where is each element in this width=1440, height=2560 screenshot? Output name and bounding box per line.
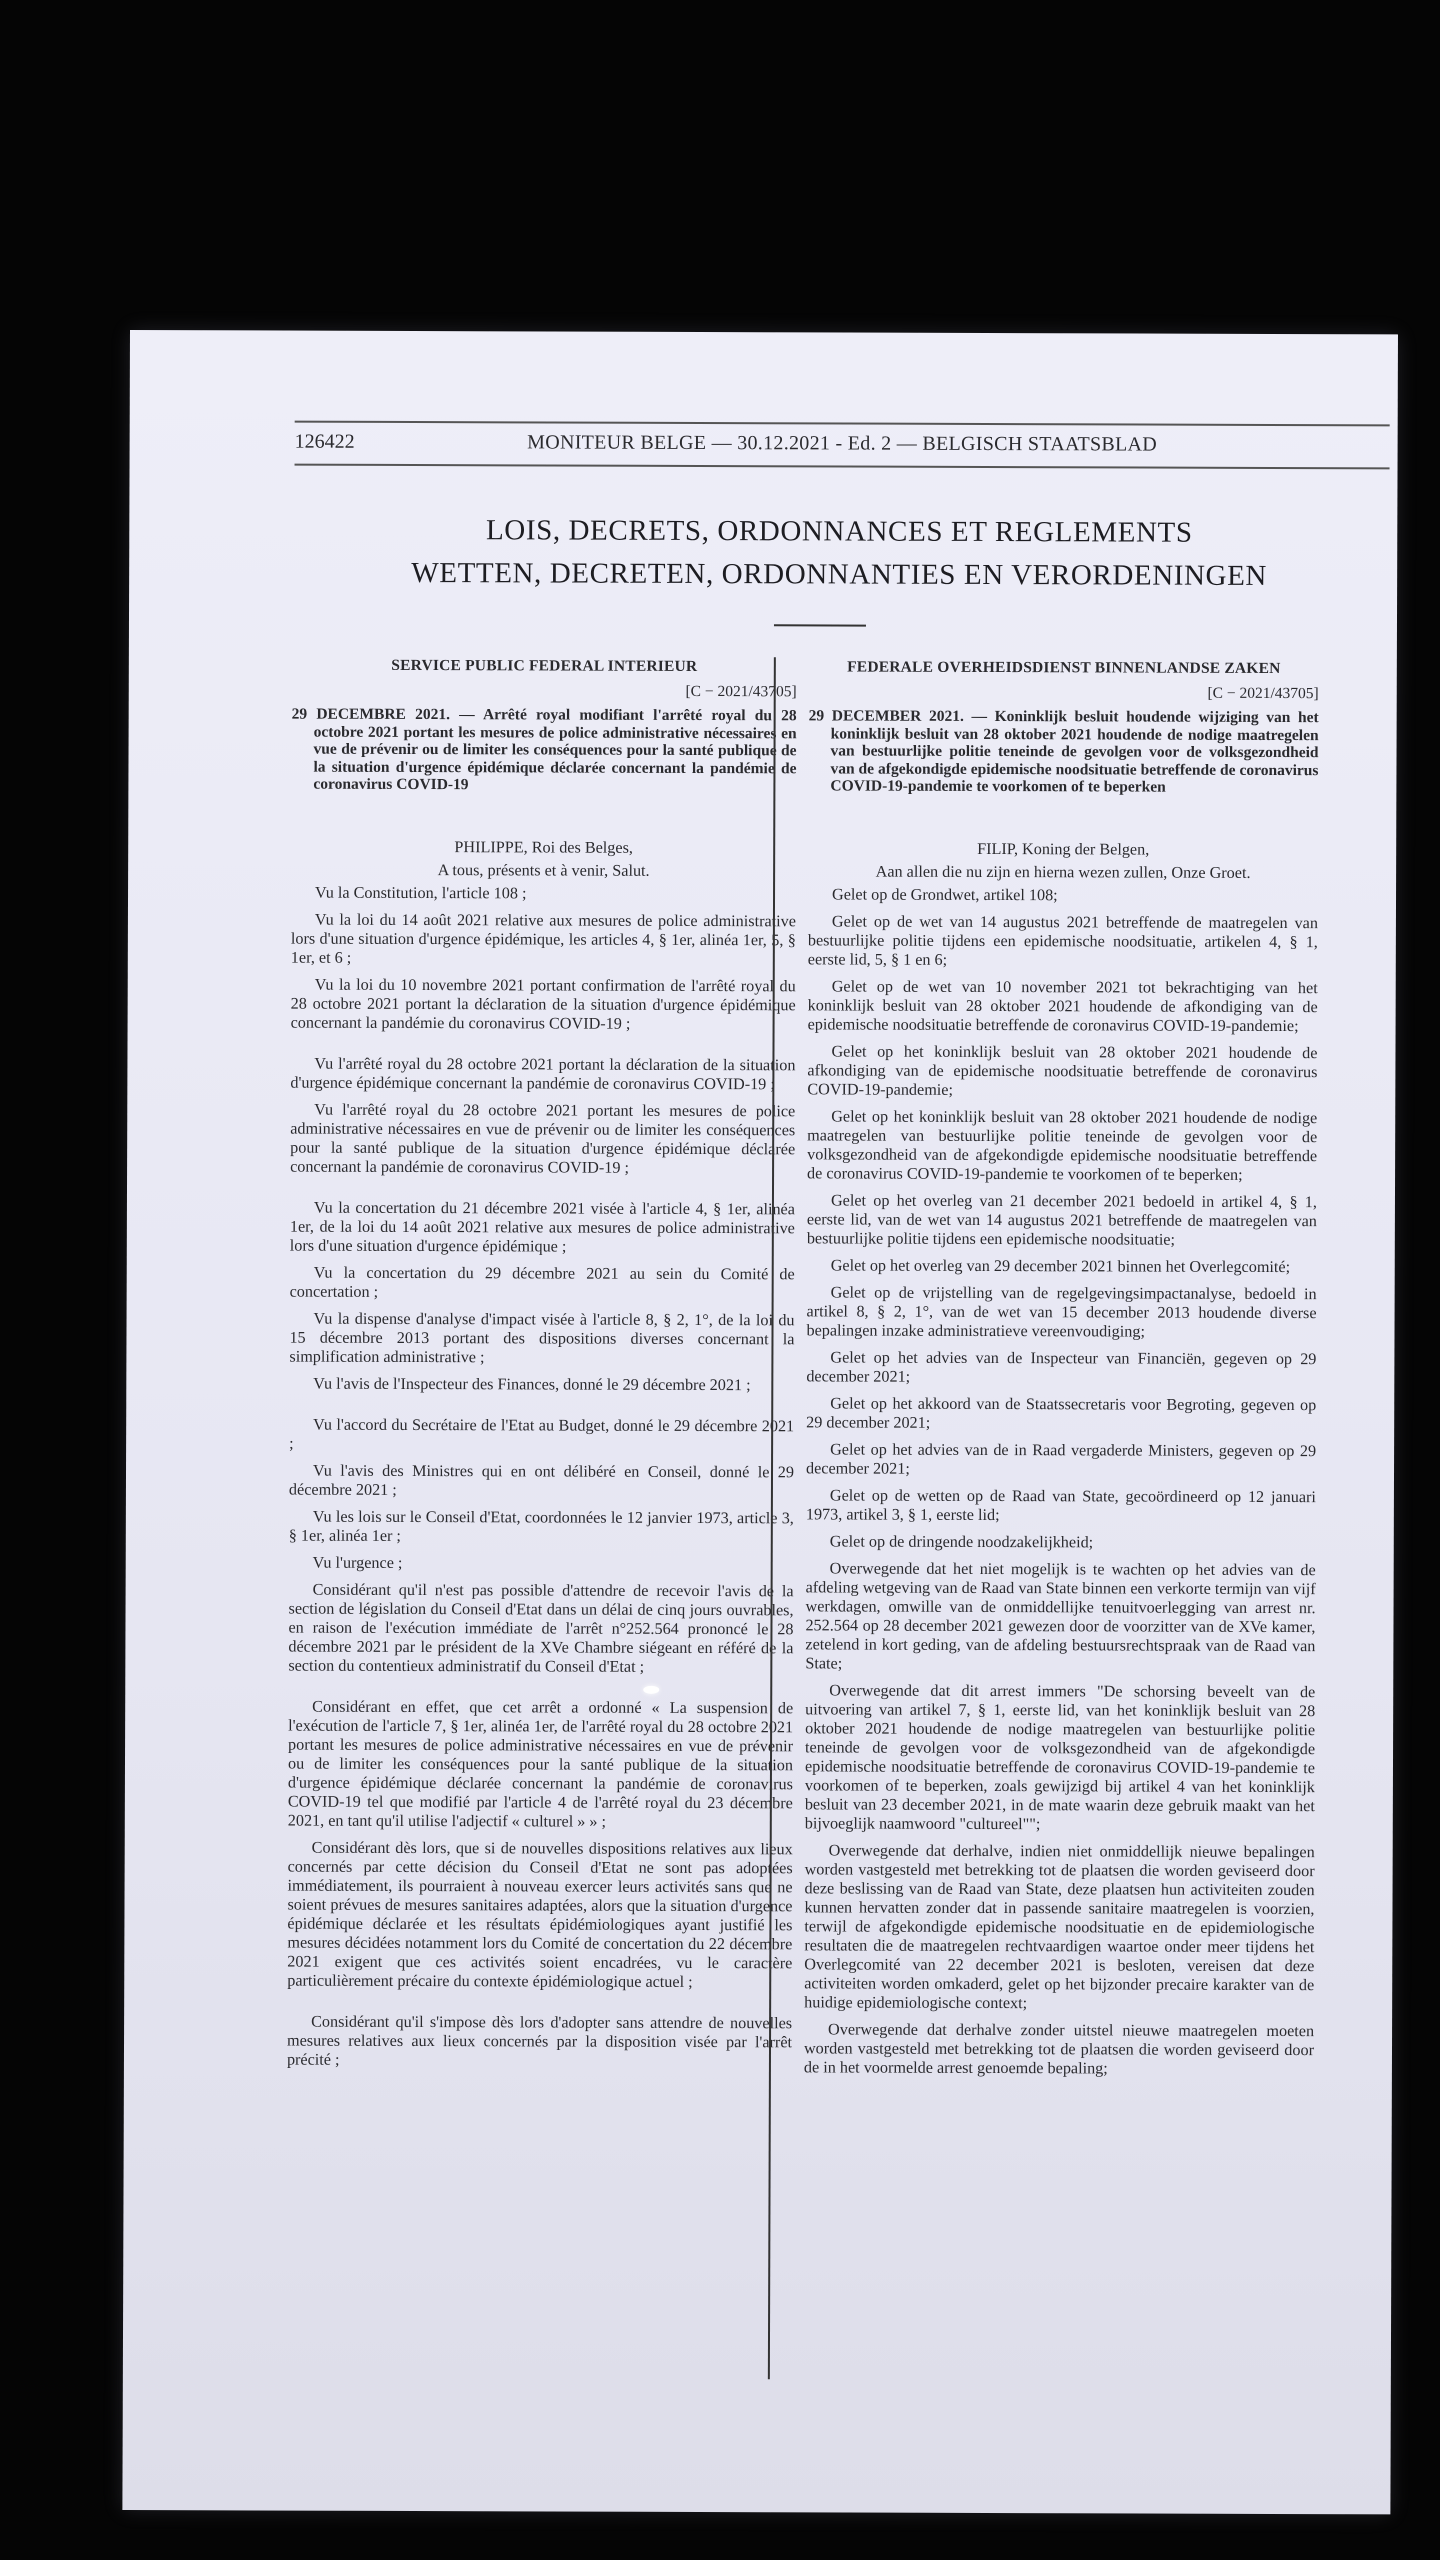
dutch-paragraph: Gelet op de vrijstelling van de regelgevingsimpactanalyse, bedoeld in artikel 8, § 2, 1°, van de wet van 15 december 2013 houdende diverse bepalingen inzake administratieve vereenvoudiging; bbox=[806, 1282, 1317, 1341]
french-paragraph: Considérant qu'il s'impose dès lors d'adopter sans attendre de nouvelles mesures relatives aux lieux concernés par la disposition visée par l'arrêt précité ; bbox=[286, 2012, 793, 2069]
french-paragraph: Considérant en effet, que cet arrêt a ordonné « La suspension de l'exécution de l'article 7, § 1er, alinéa 1er, de l'arrêté royal du 28 octobre 2021 portant les mesures de police administrative nécessaires en vue de prévenir ou de limiter les conséquences pour la santé publique de la situation d'urgence épidémique déclarée concernant la pandémie de coronavirus COVID-19 tel que modifié par l'article 4 de l'arrêté royal du 23 décembre 2021, en tant qu'il utilise l'adjectif « culturel » » ; bbox=[287, 1697, 794, 1831]
masthead: MONITEUR BELGE — 30.12.2021 - Ed. 2 — BELGISCH STAATSBLAD bbox=[527, 431, 1158, 456]
dutch-paragraph: Gelet op de wet van 14 augustus 2021 betreffende de maatregelen van bestuurlijke politie tijdens een epidemische noodsituatie, artikelen 4, § 1, eerste lid, 5, § 1 en 6; bbox=[807, 911, 1318, 969]
gazette-page bbox=[122, 330, 1398, 2514]
dutch-paragraph: Gelet op de wetten op de Raad van State, gecoördineerd op 12 januari 1973, artikel 3, § 1, eerste lid; bbox=[805, 1485, 1316, 1524]
page-number: 126422 bbox=[294, 430, 355, 453]
running-header bbox=[295, 421, 1390, 470]
french-department: SERVICE PUBLIC FEDERAL INTERIEUR bbox=[391, 656, 698, 675]
dutch-decree-title: 29 DECEMBER 2021. — Koninklijk besluit houdende wijziging van het koninklijk besluit van 28 oktober 2021 houdende de nodige maatregelen van bestuurlijke politie teneinde de gevolgen voor de volksgezondheid van de afgekondigde epidemische noodsituatie betreffende de coronavirus COVID-19-pandemie te voorkomen of te beperken bbox=[808, 707, 1319, 796]
french-paragraph: Vu la loi du 10 novembre 2021 portant confirmation de l'arrêté royal du 28 octobre 2021 portant la déclaration de la situation d'urgence épidémique concernant la pandémie du coronavirus COVID-19 ; bbox=[290, 975, 796, 1033]
french-paragraph: Vu l'arrêté royal du 28 octobre 2021 portant les mesures de police administrative nécessaires en vue de prévenir ou de limiter les conséquences pour la santé publique de la situation d'urgence épidémique déclarée concernant la pandémie de coronavirus COVID-19 ; bbox=[290, 1100, 796, 1177]
french-paragraph: Vu la Constitution, l'article 108 ; bbox=[315, 883, 527, 902]
dutch-greeting: Aan allen die nu zijn en hierna wezen zullen, Onze Groet. bbox=[875, 862, 1251, 882]
dutch-paragraph: Gelet op de dringende noodzakelijkheid; bbox=[829, 1531, 1094, 1551]
french-paragraph: Vu la concertation du 21 décembre 2021 visée à l'article 4, § 1er, alinéa 1er, de la loi du 14 août 2021 relative aux mesures de police administrative lors d'une situation d'urgence épidémique ; bbox=[289, 1198, 795, 1256]
dutch-paragraph: Overwegende dat derhalve zonder uitstel nieuwe maatregelen moeten worden vastgesteld met betrekking tot de plaatsen die worden geviseerd door de in het voormelde arrest genoemde bepaling; bbox=[803, 2019, 1315, 2077]
french-reference: [C − 2021/43705] bbox=[685, 682, 797, 701]
dutch-paragraph: Gelet op het advies van de Inspecteur van Financiën, gegeven op 29 december 2021; bbox=[806, 1347, 1317, 1386]
french-paragraph: Vu la concertation du 29 décembre 2021 au sein du Comité de concertation ; bbox=[289, 1263, 795, 1301]
french-king: PHILIPPE, Roi des Belges, bbox=[454, 837, 633, 857]
dutch-paragraph: Gelet op de Grondwet, artikel 108; bbox=[832, 884, 1058, 904]
french-greeting: A tous, présents et à venir, Salut. bbox=[437, 860, 650, 880]
dutch-paragraph: Gelet op het koninklijk besluit van 28 oktober 2021 houdende de nodige maatregelen van bestuurlijke politie teneinde de gevolgen voor de volksgezondheid van de afgekondigde epidemische noodsituatie betreffende de coronavirus COVID-19-pandemie te voorkomen of te beperken; bbox=[807, 1106, 1318, 1184]
dutch-paragraph: Gelet op het overleg van 21 december 2021 bedoeld in artikel 4, § 1, eerste lid, van de wet van 14 augustus 2021 betreffende de maatregelen van bestuurlijke politie tijdens een epidemische noodsituatie; bbox=[806, 1190, 1317, 1249]
light-glare bbox=[643, 1686, 659, 1694]
french-paragraph: Vu l'urgence ; bbox=[312, 1553, 403, 1572]
french-column bbox=[287, 656, 797, 2079]
dutch-paragraph: Gelet op het koninklijk besluit van 28 oktober 2021 houdende de afkondiging van de epidemische noodsituatie betreffende de coronavirus COVID-19-pandemie; bbox=[807, 1041, 1318, 1099]
dutch-reference: [C − 2021/43705] bbox=[1207, 684, 1319, 703]
dutch-department: FEDERALE OVERHEIDSDIENST BINNENLANDSE ZAKEN bbox=[847, 658, 1281, 678]
dutch-paragraph: Gelet op het advies van de in Raad vergaderde Ministers, gegeven op 29 december 2021; bbox=[806, 1439, 1317, 1478]
dutch-paragraph: Gelet op het akkoord van de Staatssecretaris voor Begroting, gegeven op 29 december 2021; bbox=[806, 1393, 1317, 1432]
section-title bbox=[289, 509, 1389, 599]
dutch-paragraph: Gelet op de wet van 10 november 2021 tot bekrachtiging van het koninklijk besluit van 28 oktober 2021 houdende de afkondiging van de epidemische noodsituatie betreffende de coronavirus COVID-19-pandemie; bbox=[807, 976, 1318, 1035]
dutch-paragraph: Gelet op het overleg van 29 december 2021 binnen het Overlegcomité; bbox=[830, 1255, 1291, 1276]
french-paragraph: Considérant dès lors, que si de nouvelles dispositions relatives aux lieux concernés par cette décision du Conseil d'Etat ne sont pas adoptées immédiatement, ils pourraient à nouveau exercer leurs activités sans que ne soient prévues de mesures sanitaires adaptées, alors que la situation d'urgence épidémique déclarée et les résultats épidémiologiques ayant justifié les mesures décidées notamment lors du Comité de concertation du 22 décembre 2021 exigent que ces activités soient encadrées, vu le caractère particulièrement précaire du contexte épidémiologique actuel ; bbox=[287, 1838, 793, 1991]
title-rule bbox=[774, 624, 866, 626]
dutch-paragraph: Overwegende dat dit arrest immers "De schorsing beveelt van de uitvoering van artikel 7, § 1, eerste lid, van het koninklijk besluit van 28 oktober 2021 houdende de nodige maatregelen van bestuurlijke politie teneinde de gevolgen voor de volksgezondheid van de afgekondigde epidemische noodsituatie betreffende de coronavirus COVID-19-pandemie te voorkomen of te beperken, zoals gewijzigd bij artikel 4 van het koninklijk besluit van 23 december 2021, in de mate waarin deze gebruik maakt van het bijvoeglijk naamwoord "cultureel""; bbox=[804, 1680, 1316, 1833]
french-decree-title: 29 DECEMBRE 2021. — Arrêté royal modifiant l'arrêté royal du 28 octobre 2021 portant les mesures de police administrative nécessaires en vue de prévenir ou de limiter les conséquences pour la santé publique de la situation d'urgence épidémique déclarée concernant la pandémie de coronavirus COVID-19 bbox=[291, 705, 797, 794]
dutch-paragraph: Overwegende dat het niet mogelijk is te wachten op het advies van de afdeling wetgeving van de Raad van State binnen een verkorte termijn van vijf werkdagen, omwille van de onmiddellijke tenuitvoerlegging van arrest nr. 252.564 op 28 december 2021 gewezen door de voorzitter van de XVe kamer, zetelend in kort geding, van de afdeling bestuursrechtspraak van de Raad van State; bbox=[805, 1558, 1316, 1672]
french-paragraph: Vu la dispense d'analyse d'impact visée à l'article 8, § 2, 1°, de la loi du 15 décembre 2013 portant des dispositions diverses concernant la simplification administrative ; bbox=[289, 1309, 795, 1366]
french-paragraph: Considérant qu'il n'est pas possible d'attendre de recevoir l'avis de la section de législation du Conseil d'Etat dans un délai de cinq jours ouvrables, en raison de l'exécution immédiate de l'arrêt n°252.564 prononcé le 28 décembre 2021 par le président de la XVe Chambre siégeant en référé de la section du contentieux administratif du Conseil d'Etat ; bbox=[288, 1580, 794, 1676]
french-paragraph: Vu l'accord du Secrétaire de l'Etat au Budget, donné le 29 décembre 2021 ; bbox=[289, 1415, 795, 1453]
french-paragraph: Vu l'avis des Ministres qui en ont délibéré en Conseil, donné le 29 décembre 2021 ; bbox=[288, 1461, 795, 1499]
dutch-column bbox=[804, 657, 1319, 2086]
french-paragraph: Vu les lois sur le Conseil d'Etat, coordonnées le 12 janvier 1973, article 3, § 1er, alinéa 1er ; bbox=[288, 1507, 794, 1545]
section-title-french: LOIS, DECRETS, ORDONNANCES ET REGLEMENTS bbox=[485, 514, 1193, 549]
dutch-king: FILIP, Koning der Belgen, bbox=[977, 839, 1150, 859]
french-paragraph: Vu la loi du 14 août 2021 relative aux mesures de police administrative lors d'une situation d'urgence épidémique, les articles 4, § 1er, alinéa 1er, 5, § 1er, et 6 ; bbox=[290, 910, 796, 967]
section-title-dutch: WETTEN, DECRETEN, ORDONNANTIES EN VERORDENINGEN bbox=[411, 556, 1268, 592]
french-paragraph: Vu l'avis de l'Inspecteur des Finances, donné le 29 décembre 2021 ; bbox=[313, 1374, 751, 1394]
french-paragraph: Vu l'arrêté royal du 28 octobre 2021 portant la déclaration de la situation d'urgence épidémique concernant la pandémie de coronavirus COVID-19 ; bbox=[290, 1054, 796, 1093]
dutch-paragraph: Overwegende dat derhalve, indien niet onmiddellijk nieuwe bepalingen worden vastgesteld met betrekking tot de plaatsen die worden geviseerd door deze beslissing van de Raad van State, deze plaatsen hun activiteiten zouden kunnen hervatten zonder dat in passende sanitaire maatregelen is voorzien, terwijl de afgekondigde epidemische noodsituatie en de epidemiologische resultaten die de maatregelen rechtvaardigen waartoe onder meer tijdens het Overlegcomité van 22 december 2021 is besloten, vereisen dat deze activiteiten worden omkaderd, gelet op het bijzonder precaire karakter van de huidige epidemiologische context; bbox=[804, 1840, 1315, 2012]
